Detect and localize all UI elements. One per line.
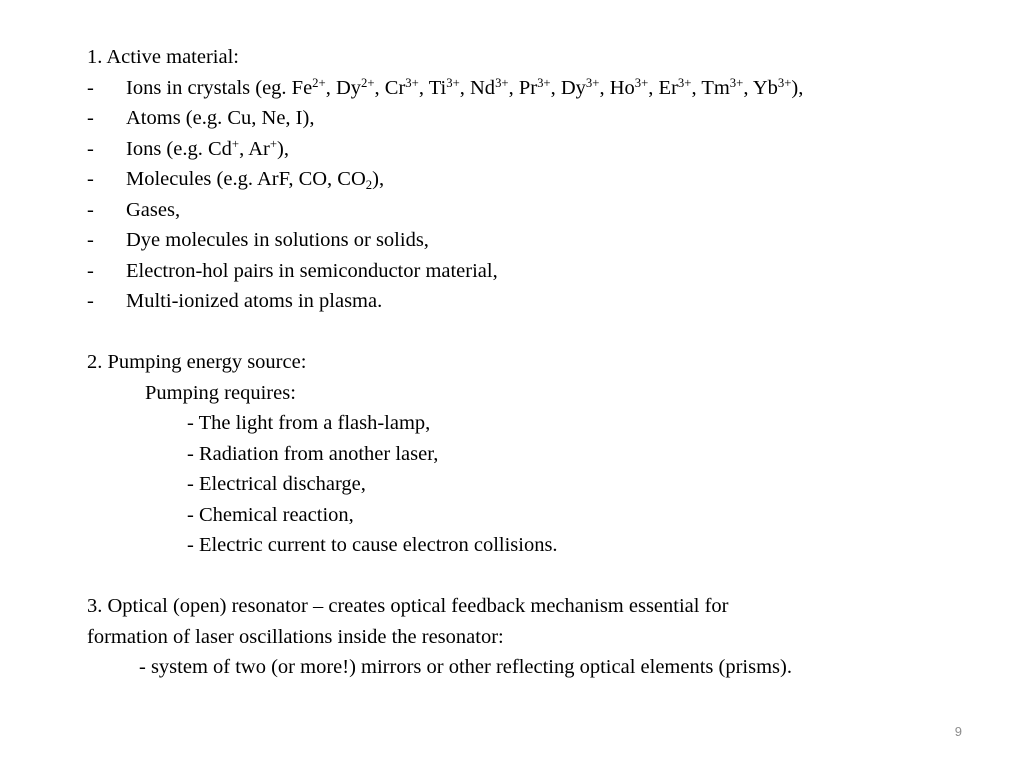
ion-charge: 3+	[585, 75, 600, 90]
section1-title: 1. Active material:	[87, 46, 239, 68]
atoms-text: Atoms (e.g. Cu, Ne, I),	[126, 107, 315, 129]
crystal-ion	[429, 77, 460, 99]
pumping-item: - Electric current to cause electron collisions.	[187, 534, 558, 556]
ion-charge: 3+	[634, 75, 649, 90]
crystal-ion	[561, 77, 600, 99]
list-item-multi-ionized	[87, 286, 1007, 317]
spacer	[87, 317, 1007, 348]
dash-bullet: -	[87, 259, 94, 282]
separator: ,	[325, 76, 336, 99]
list-item-ions	[87, 134, 1007, 165]
list-item-gases	[87, 195, 1007, 226]
separator: ,	[508, 76, 519, 99]
crystal-ion	[701, 77, 743, 99]
ion-charge: 3+	[677, 75, 692, 90]
dash-bullet: -	[87, 168, 94, 190]
separator: ,	[550, 76, 561, 99]
crystal-ion	[336, 77, 375, 99]
list-item-molecules	[87, 164, 1007, 195]
electron-hole-text: Electron-hol pairs in semiconductor material,	[126, 259, 498, 282]
ion-symbol: Pr	[518, 76, 538, 99]
ion-charge: 3+	[405, 75, 419, 90]
dash-bullet: -	[87, 76, 94, 99]
ion-charge: 3+	[777, 75, 792, 90]
separator: ,	[648, 76, 659, 99]
ion-symbol: Ti	[428, 76, 447, 99]
list-item-dye-molecules	[87, 225, 1007, 256]
ion-symbol: Ho	[609, 76, 635, 99]
separator: ,	[743, 76, 753, 99]
pumping-item: - Chemical reaction,	[187, 503, 354, 526]
crystal-ion	[753, 77, 792, 99]
separator: ,	[418, 76, 429, 99]
dash-bullet: -	[87, 198, 94, 221]
page-number: 9	[954, 724, 962, 739]
crystal-ion	[470, 77, 509, 99]
ions-text: Ions (e.g. Cd+, Ar+),	[126, 136, 289, 160]
section3-line1: 3. Optical (open) resonator – creates optical feedback mechanism essential for	[87, 595, 729, 617]
crystal-ion	[519, 77, 551, 99]
list-item-ions-in-crystals	[87, 73, 1007, 104]
ion-charge: 3+	[495, 75, 509, 90]
list-item-electron-hole	[87, 256, 1007, 287]
ion-symbol: Yb	[752, 76, 778, 99]
pumping-item: - Electrical discharge,	[187, 473, 366, 495]
dash-bullet: -	[87, 290, 94, 312]
dash-bullet: -	[87, 107, 94, 129]
separator: ,	[691, 76, 702, 99]
separator: ,	[599, 76, 610, 99]
crystal-ion	[292, 77, 326, 99]
section3-line3: - system of two (or more!) mirrors or other reflecting optical elements (prisms).	[139, 656, 792, 678]
pumping-item: - The light from a flash-lamp,	[187, 412, 431, 434]
ion-charge: 2+	[312, 75, 326, 90]
separator: ,	[374, 76, 385, 99]
gases-text: Gases,	[126, 198, 181, 221]
slide-content	[87, 42, 1007, 683]
ion-charge: 3+	[729, 75, 744, 90]
dash-bullet: -	[87, 137, 94, 160]
crystal-ion	[385, 77, 419, 99]
crystal-ion-list	[292, 77, 792, 99]
spacer	[87, 561, 1007, 592]
ion-symbol: Dy	[560, 76, 586, 99]
ion-symbol: Nd	[470, 76, 496, 99]
ion-charge: 2+	[361, 75, 375, 90]
separator: ,	[459, 76, 470, 99]
pumping-item: - Radiation from another laser,	[187, 442, 439, 465]
dye-molecules-text: Dye molecules in solutions or solids,	[126, 229, 429, 251]
section2-title: 2. Pumping energy source:	[87, 351, 307, 373]
ions-in-crystals-text: Ions in crystals (eg. $Fe^{2+}$, $Dy^{2+}$, $Cr^{3+}$, $Ti^{3+}$, $Nd^{3+}$, $Pr^{3+}$, $Dy^{3+}$, $Ho^{3+}$, $Er^{3+}$, $Tm^{3+}$, $Yb^{3+}$),	[126, 75, 804, 99]
list-item-atoms	[87, 103, 1007, 134]
ion-symbol: Er	[658, 76, 678, 99]
pumping-requires-label: Pumping requires:	[145, 381, 296, 404]
section3-line2: formation of laser oscillations inside the resonator:	[87, 625, 504, 648]
crystal-ion	[610, 77, 649, 99]
multi-ionized-text: Multi-ionized atoms in plasma.	[126, 290, 383, 312]
ion-symbol: Tm	[701, 76, 730, 99]
crystal-ion	[659, 77, 692, 99]
dash-bullet: -	[87, 229, 94, 251]
molecules-text: Molecules (e.g. ArF, CO, $CO_2$),	[126, 168, 385, 192]
ion-charge: 3+	[537, 75, 551, 90]
ion-symbol: Cr	[384, 76, 406, 99]
ion-symbol: Dy	[335, 76, 362, 99]
ion-symbol: Fe	[291, 76, 313, 99]
ion-charge: 3+	[446, 75, 460, 90]
